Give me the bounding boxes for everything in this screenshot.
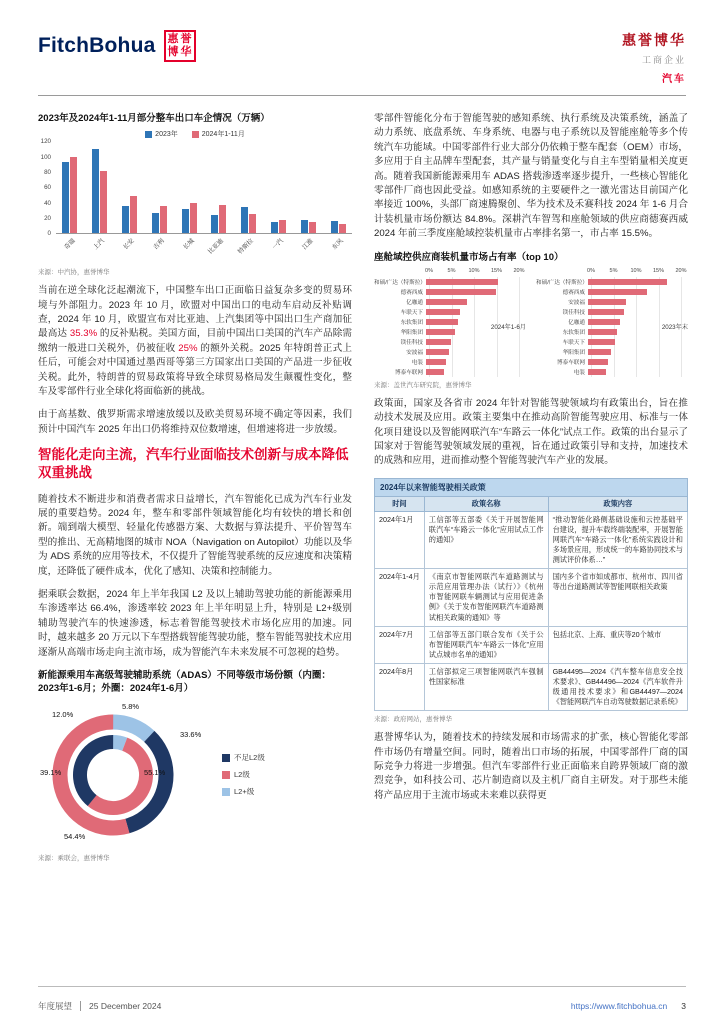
bar bbox=[130, 196, 137, 234]
bar-row: 镁佳科技 bbox=[536, 307, 688, 317]
footer-link[interactable]: https://www.fitchbohua.cn bbox=[570, 1000, 668, 1011]
donut-legend bbox=[222, 752, 265, 797]
y-axis: 0 20 40 60 80 100 120 bbox=[40, 138, 51, 238]
paragraph: 当前在逆全球化泛起潮流下，中国整车出口正面临日益复杂多变的贸易环境与外部阻力。2023 年 10 月，欧盟对中国出口的电动车启动反补贴调查，2024 年 10 月，欧盟宣布对比亚迪、上汽集团等中国出口生产商加征最高达 35.3% 的反补贴税。美国方面，目前中国出口美国的汽车产品除需缴纳一般进口关税外，仍被征收 25% 的额外关税。2025 年特朗普正式上任后，可能会对中国通过墨西哥等第三方国家出口美国的产品进一步征收关税。此外，特朗普的贸易政策将导致全球贸易格局发生颠覆性变化，整车及零部件行业全球化将面临新的挑战。 bbox=[38, 285, 352, 398]
intelligence-paragraphs bbox=[38, 493, 352, 660]
org-label: 工商企业 bbox=[641, 55, 686, 65]
table-row: 2024年8月 工信部拟定三项智能网联汽车强制性国家标准 GB44495—2024《汽车整车信息安全技术要求》、GB44496—2024《汽车软件升级通用技术要求》和GB44497—2024《智能网联汽车自动驾驶数据记录系统》 bbox=[375, 663, 688, 710]
bar-row: 安波福 bbox=[374, 347, 526, 357]
bar-group bbox=[324, 221, 352, 233]
trade-paragraphs bbox=[38, 284, 352, 437]
header-meta bbox=[622, 30, 686, 85]
chart-period-label: 2023年末 bbox=[661, 323, 688, 331]
bar-row: 华阳集团 bbox=[374, 327, 526, 337]
bar-row: 德赛西威 bbox=[536, 287, 688, 297]
highlighted-value: 35.3% bbox=[69, 328, 98, 340]
donut-data-label: 39.1% bbox=[40, 767, 62, 777]
sector-label: 汽车 bbox=[662, 74, 686, 85]
legend-swatch-pink bbox=[192, 131, 199, 138]
table-row: 2024年7月 工信部等五部门联合发布《关于公布智能网联汽车“车路云一体化”应用试点城市名单的通知》 包括北京、上海、重庆等20个城市 bbox=[375, 626, 688, 663]
paragraph: 据乘联会数据，2024 年上半年我国 L2 及以上辅助驾驶功能的新能源乘用车渗透率达 66.4%，渗透率较 2023 年上半年明显上升，特别是 L2+级别辅助驾驶汽车的快速渗透，标志着智能驾驶技术市场化应用的加速。同时，越来越多 20 万元以下车型搭载智能驾驶功能，整车智能驾驶技术应用逐渐从高端市场走向主流市场，成为智能汽车未来发展不可忽视的趋势。 bbox=[38, 588, 352, 658]
company-seal-icon: 惠 誉 博 华 bbox=[164, 30, 196, 62]
export-chart-legend bbox=[38, 129, 352, 139]
bar-group bbox=[175, 203, 203, 234]
bar bbox=[92, 149, 99, 233]
bar bbox=[100, 171, 107, 233]
legend-item: L2级 bbox=[222, 769, 265, 780]
bar bbox=[219, 205, 226, 233]
paragraph: 由于高基数、俄罗斯需求增速放缓以及欧美贸易环境不确定等因素，我们预计中国汽车 2025 年出口仍将维持双位数增速，但增速将进一步放缓。 bbox=[38, 409, 352, 435]
plot-area bbox=[56, 142, 352, 234]
chart-period-label: 2024年1-6月 bbox=[490, 323, 526, 331]
donut-data-label: 54.4% bbox=[64, 831, 86, 841]
export-chart-source: 来源：中汽协，惠誉博华 bbox=[38, 269, 110, 277]
x-axis bbox=[56, 234, 352, 264]
x-tick-label: 吉利 bbox=[151, 237, 166, 252]
page-number: 3 bbox=[681, 1000, 686, 1011]
legend-item-2023: 2023年 bbox=[145, 129, 178, 139]
brand-name: 惠誉博华 bbox=[622, 32, 686, 48]
adas-chart-title: 新能源乘用车高级驾驶辅助系统（ADAS）不同等级市场份额（内圈：2023年1-6月；外圈：2024年1-6月） bbox=[38, 669, 331, 695]
donut-data-label: 5.8% bbox=[122, 701, 140, 711]
bar-group bbox=[116, 196, 144, 234]
table-row: 2024年1-4月 《南京市智能网联汽车道路测试与示范应用管理办法（试行）》《杭州市智能网联车辆测试与应用促进条例》《关于发布智能网联汽车道路测试相关政策的通知》等 国内多个省市如成都市、杭州市、四川省等出台道路测试等智能网联相关政策 bbox=[375, 569, 688, 626]
left-column bbox=[38, 112, 352, 870]
bar-group bbox=[205, 205, 233, 233]
bar-row: 安波福 bbox=[536, 297, 688, 307]
legend-item-2024: 2024年1-11月 bbox=[192, 129, 245, 139]
bar-group bbox=[265, 220, 293, 234]
adas-chart-source: 来源：乘联会，惠誉博华 bbox=[38, 854, 110, 862]
fitchbohua-wordmark: FitchBohua bbox=[38, 34, 156, 57]
bar-row: 亿咖通 bbox=[374, 297, 526, 307]
x-tick-label: 奇瑞 bbox=[62, 237, 77, 252]
bar bbox=[152, 213, 159, 234]
paragraph: 随着技术不断进步和消费者需求日益增长，汽车智能化已成为汽车行业发展的重要趋势。2024 年，整车和零部件领域智能化均有较快的增长和创新。端到端大模型、轻量化传感器方案、大数据与算法提升、平价智驾车型的推出、无高精地图的城市 NOA（Navigation on Autopilot）功能以及华为 ADS 系统的应用等技术，不仅提升了智能驾驶系统的反应速度和决策精度，还降低了硬件成本，优化了感知、决策和控制能力。 bbox=[38, 493, 352, 577]
highlighted-value: 25% bbox=[178, 342, 198, 354]
header bbox=[0, 0, 724, 91]
policy-table bbox=[374, 478, 688, 711]
bar-row: 博泰车联网 bbox=[536, 357, 688, 367]
bar bbox=[182, 209, 189, 234]
bar-row: 德赛西威 bbox=[374, 287, 526, 297]
bar-row: 亿咖通 bbox=[536, 317, 688, 327]
x-tick-label: 东风 bbox=[330, 237, 345, 252]
footer-right bbox=[571, 1001, 686, 1011]
bar-row: 东软集团 bbox=[536, 327, 688, 337]
cockpit-chart-2024 bbox=[374, 268, 526, 377]
export-bar-chart bbox=[38, 138, 352, 264]
bar-group bbox=[294, 220, 322, 233]
table-row: 2024年1月 工信部等五部委《关于开展智能网联汽车“车路云一体化”应用试点工作的通知》 “推动智能化路侧基础设施和云控基础平台建设，提升车载终端装配率，开展智能网联汽车“车路云一体化”系统实践设计和多场景应用，形成统一的车路协同技术与测试评价体系…” bbox=[375, 511, 688, 568]
cockpit-chart-title: 座舱域控供应商装机量市场占有率（top 10） bbox=[374, 251, 564, 263]
x-tick-label: 比亚迪 bbox=[207, 237, 226, 256]
footer-doc-type: 年度展望 bbox=[38, 1000, 73, 1011]
policy-paragraph bbox=[374, 397, 688, 469]
footer-date: 25 December 2024 bbox=[89, 1000, 162, 1011]
cockpit-hbar-charts bbox=[374, 268, 688, 377]
outlook-paragraph bbox=[374, 731, 688, 803]
bar-row: 东软集团 bbox=[374, 317, 526, 327]
bar bbox=[70, 157, 77, 234]
bar-row: 镁佳科技 bbox=[374, 337, 526, 347]
legend-item: 不足L2级 bbox=[222, 752, 265, 763]
bar bbox=[211, 215, 218, 233]
bar-group bbox=[145, 206, 173, 234]
paragraph: 惠誉博华认为，随着技术的持续发展和市场需求的扩张，核心智能化零部件市场仍有增量空间。同时，随着出口市场的拓展，中国零部件厂商的国际竞争力将进一步增强。但汽车零部件行业正面临来自跨界领域厂商的激烈竞争，如科技公司、芯片制造商以及主机厂商自主研发。对于那些未能将产品应用于主流市场或未来难以获得更 bbox=[374, 732, 688, 801]
bar-group bbox=[56, 157, 84, 234]
bar-row: 博泰车联网 bbox=[374, 367, 526, 377]
policy-table-source: 来源：政府网站，惠誉博华 bbox=[374, 716, 452, 724]
donut-data-label: 12.0% bbox=[52, 709, 74, 719]
bar bbox=[160, 206, 167, 234]
bar-row: 和硕/广达（特斯拉） bbox=[536, 277, 688, 287]
bar-row: 车联天下 bbox=[374, 307, 526, 317]
bar bbox=[62, 162, 69, 233]
logo bbox=[38, 30, 196, 62]
adas-donut-chart bbox=[38, 700, 352, 850]
bar-group bbox=[86, 149, 114, 233]
bar bbox=[301, 220, 308, 233]
x-tick-label: 江淮 bbox=[300, 237, 315, 252]
plot-area bbox=[536, 277, 688, 377]
donut-data-label: 55.1% bbox=[144, 767, 166, 777]
donut-area bbox=[38, 700, 216, 850]
main-content bbox=[0, 96, 724, 870]
donut-data-label: 33.6% bbox=[180, 729, 202, 739]
bar-row: 电装 bbox=[536, 367, 688, 377]
x-tick-label: 上汽 bbox=[92, 237, 107, 252]
cockpit-chart-source: 来源：盖世汽车研究院，惠誉博华 bbox=[374, 381, 472, 389]
bar bbox=[122, 206, 129, 234]
paragraph: 零部件智能化分布于智能驾驶的感知系统、执行系统及决策系统，涵盖了动力系统、底盘系统、车身系统、电器与电子系统以及智能座舱等多个传统汽车功能域。中国零部件行业大部分仍依赖于整车配套（OEM）市场，多应用于自主品牌车型配套，其产量与销量变化与自主车型销量相关度更高。随着我国新能源乘用车 ADAS 搭载渗透率逐步提升，一些核心智能化零部件厂商也因此受益。如感知系统的主要硬件之一激光雷达目前国产化率接近 100%，头部厂商速腾聚创、华为技术及禾赛科技 2024 年 1-6 月合计装机量市场份额达 84.8%。深耕汽车智驾和座舱领域的供应商德赛西威 2024 年前三季度座舱域控装机量市占率排名第一，市占率 15.5%。 bbox=[374, 113, 688, 240]
x-axis: 0% 5% 10% 15% 20% bbox=[587, 267, 687, 274]
bar bbox=[190, 203, 197, 234]
bar bbox=[331, 221, 338, 233]
legend-swatch-blue bbox=[145, 131, 152, 138]
policy-table-grid bbox=[374, 496, 688, 711]
bar bbox=[279, 220, 286, 234]
paragraph: 政策面，国家及各省市 2024 年针对智能驾驶领域均有政策出台，旨在推动技术发展及应用。政策主要集中在推动高阶智能驾驶应用、标准与一体化项目建设以及智能网联汽车“车路云一体化”试点工作。政策的出台显示了国家对于智能驾驶领域发展的重视，旨在通过政策引导和支持，加速技术的成熟和应用，进而推动整个智能驾驶汽车产业的发展。 bbox=[374, 397, 688, 467]
legend-item: L2+级 bbox=[222, 786, 265, 797]
bar bbox=[241, 207, 248, 233]
bar-row: 电装 bbox=[374, 357, 526, 367]
bar bbox=[271, 222, 278, 234]
footer-left bbox=[38, 1000, 161, 1012]
parts-paragraph bbox=[374, 112, 688, 242]
x-axis: 0% 5% 10% 15% 20% bbox=[425, 267, 525, 274]
bar-row: 和硕/广达（特斯拉） bbox=[374, 277, 526, 287]
footer bbox=[38, 986, 686, 1024]
policy-table-title: 2024年以来智能驾驶相关政策 bbox=[374, 478, 688, 496]
footer-divider bbox=[80, 1001, 81, 1011]
cockpit-chart-2023 bbox=[536, 268, 688, 377]
x-tick-label: 一汽 bbox=[271, 237, 285, 252]
section-heading: 智能化走向主流，汽车行业面临技术创新与成本降低双重挑战 bbox=[38, 447, 349, 481]
x-tick-label: 长安 bbox=[122, 237, 136, 252]
bar-row: 华阳集团 bbox=[536, 347, 688, 357]
bar bbox=[249, 214, 256, 233]
bar-row: 车联天下 bbox=[536, 337, 688, 347]
plot-area bbox=[374, 277, 526, 377]
table-header-row: 时间 政策名称 政策内容 bbox=[375, 496, 688, 511]
x-tick-label: 长城 bbox=[181, 237, 196, 252]
right-column bbox=[374, 112, 688, 870]
x-tick-label: 特斯拉 bbox=[236, 237, 256, 256]
bar-group bbox=[235, 207, 263, 233]
bar bbox=[339, 224, 346, 233]
bar bbox=[309, 222, 316, 234]
export-chart-title: 2023年及2024年1-11月部分整车出口车企情况（万辆） bbox=[38, 113, 270, 124]
